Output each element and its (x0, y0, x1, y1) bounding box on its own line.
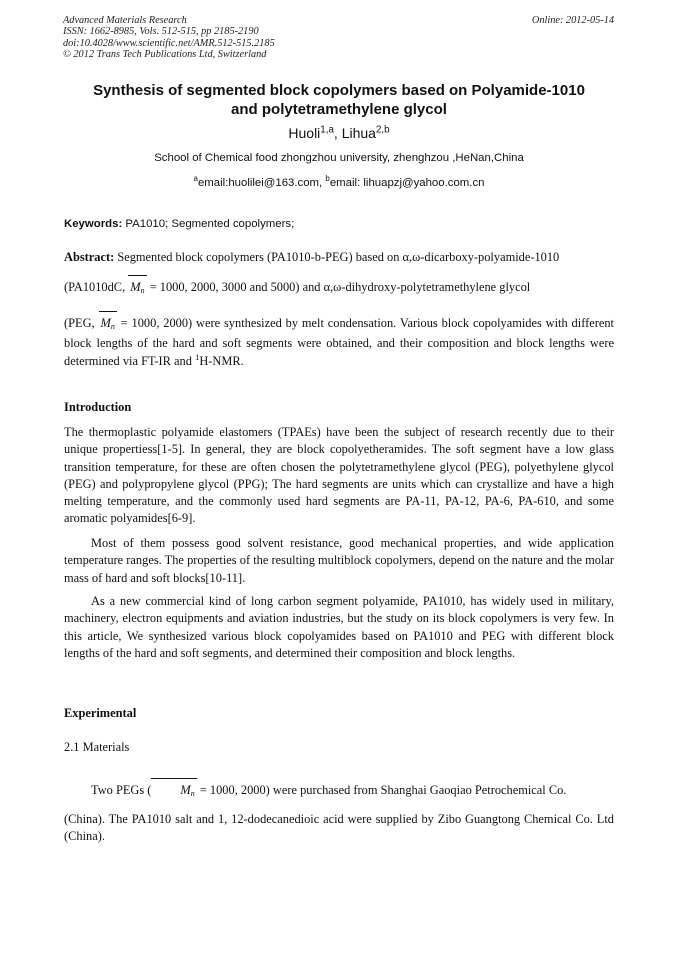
journal-issn: ISSN: 1662-8985, Vols. 512-515, pp 2185-2190 (63, 26, 259, 38)
abstract-line-3 (64, 315, 614, 370)
author-2-affil: 2,b (375, 124, 390, 136)
online-date: Online: 2012-05-14 (531, 15, 614, 26)
intro-paragraph-3: As a new commercial kind of long carbon segment polyamide, PA1010, has widely used in military, machinery, electron equipments and aviation industries, but the study on its block copolymers is very few. In this article, We synthesized various block copolyamides based on PA1010 and PEG with different block lengths of the hard and soft segments, and determined their composition and block lengths. (64, 594, 614, 660)
mn-n: n (190, 789, 195, 798)
keywords-text: PA1010; Segmented copolymers; (122, 218, 295, 230)
abstract-line-2 (64, 279, 614, 299)
abstract-text-3c: H-NMR. (199, 353, 244, 368)
materials-subheading: 2.1 Materials (64, 740, 130, 754)
materials-paragraph: (China). The PA1010 salt and 1, 12-dodecanedioic acid were supplied by Zibo Guangtong Chemical Co. Ltd (China). (64, 812, 614, 844)
intro-paragraph-1: The thermoplastic polyamide elastomers (TPAEs) have been the subject of research recently due to their unique propertiess[1-5]. In general, they are block copolyetheramides. The soft segment have a low glass transition temperature, for these are often chosen the polytetramethylene glycol (PEG), polyethylene glycol (PEG) and polypropylene glycol (PPG); The hard segments are units which can crystallize and have a high melting temperature, and the commonly used hard segments are PA-11, PA-12, PA-6, PA-610, and some aromatic polyamides[6-9]. (64, 425, 614, 526)
materials-text-1a: Two PEGs ( (91, 783, 152, 797)
author-1-affil: 1,a (320, 124, 334, 136)
abstract-text-3b: = 1000, 2000) were synthesized by melt condensation. Various block copolyamides with different block lengths of the hard and soft segments were obtained, and their composition and block lengths were determined via FT-IR and (64, 316, 614, 368)
materials-text-1b: = 1000, 2000) were purchased from Shanghai Gaoqiao Petrochemical Co. (196, 783, 567, 797)
experimental-heading: Experimental (64, 706, 137, 720)
keywords (64, 218, 294, 230)
abstract-text-1: Segmented block copolymers (PA1010-b-PEG) based on α,ω-dicarboxy-polyamide-1010 (114, 250, 560, 264)
email-b[interactable]: email: lihuapzj@yahoo.com.cn (329, 177, 485, 189)
nmr-superscript: 1 (195, 351, 200, 362)
mn-m: M (130, 280, 141, 294)
mn-m: M (180, 783, 191, 797)
author-separator: , (333, 125, 342, 141)
authors (0, 125, 678, 141)
mn-n: n (140, 286, 145, 295)
intro-paragraph-2: Most of them possess good solvent resistance, good mechanical properties, and wide application temperature ranges. The properties of the resulting multiblock copolymers, depend on the nature and the molar mass of hard and soft blocks[10-11]. (64, 536, 614, 585)
title-line-1: Synthesis of segmented block copolymers based on Polyamide-1010 (93, 82, 585, 99)
abstract-text-2b: = 1000, 2000, 3000 and 5000) and α,ω-dihydroxy-polytetramethylene glycol (146, 280, 531, 294)
journal-copyright: © 2012 Trans Tech Publications Ltd, Switzerland (63, 49, 267, 61)
paper-title (60, 82, 618, 119)
emails (0, 174, 678, 189)
abstract-line-1 (64, 249, 614, 266)
journal-name: Advanced Materials Research (63, 15, 187, 26)
author-1: Huoli (288, 125, 321, 141)
journal-header (63, 15, 275, 61)
affiliation: School of Chemical food zhongzhou university, zhenghzou ,HeNan,China (154, 152, 524, 164)
mn-symbol (99, 315, 117, 335)
author-2: Lihua (341, 125, 376, 141)
email-a-marker: a (193, 174, 198, 184)
mn-symbol (151, 782, 196, 802)
abstract-text-2a: (PA1010dC, (64, 280, 129, 294)
keywords-label: Keywords: (64, 218, 123, 230)
abstract-label: Abstract: (64, 250, 115, 264)
introduction-heading: Introduction (64, 400, 132, 414)
journal-doi: doi:10.4028/www.scientific.net/AMR.512-515.2185 (63, 37, 275, 49)
email-b-marker: b (325, 174, 330, 184)
mn-n: n (110, 322, 115, 331)
mn-m: M (100, 316, 111, 330)
abstract-text-3a: (PEG, (64, 316, 99, 330)
email-a[interactable]: email:huolilei@163.com, (197, 177, 326, 189)
mn-symbol (128, 279, 146, 299)
materials-line-1 (64, 782, 614, 802)
title-line-2: and polytetramethylene glycol (231, 100, 447, 118)
